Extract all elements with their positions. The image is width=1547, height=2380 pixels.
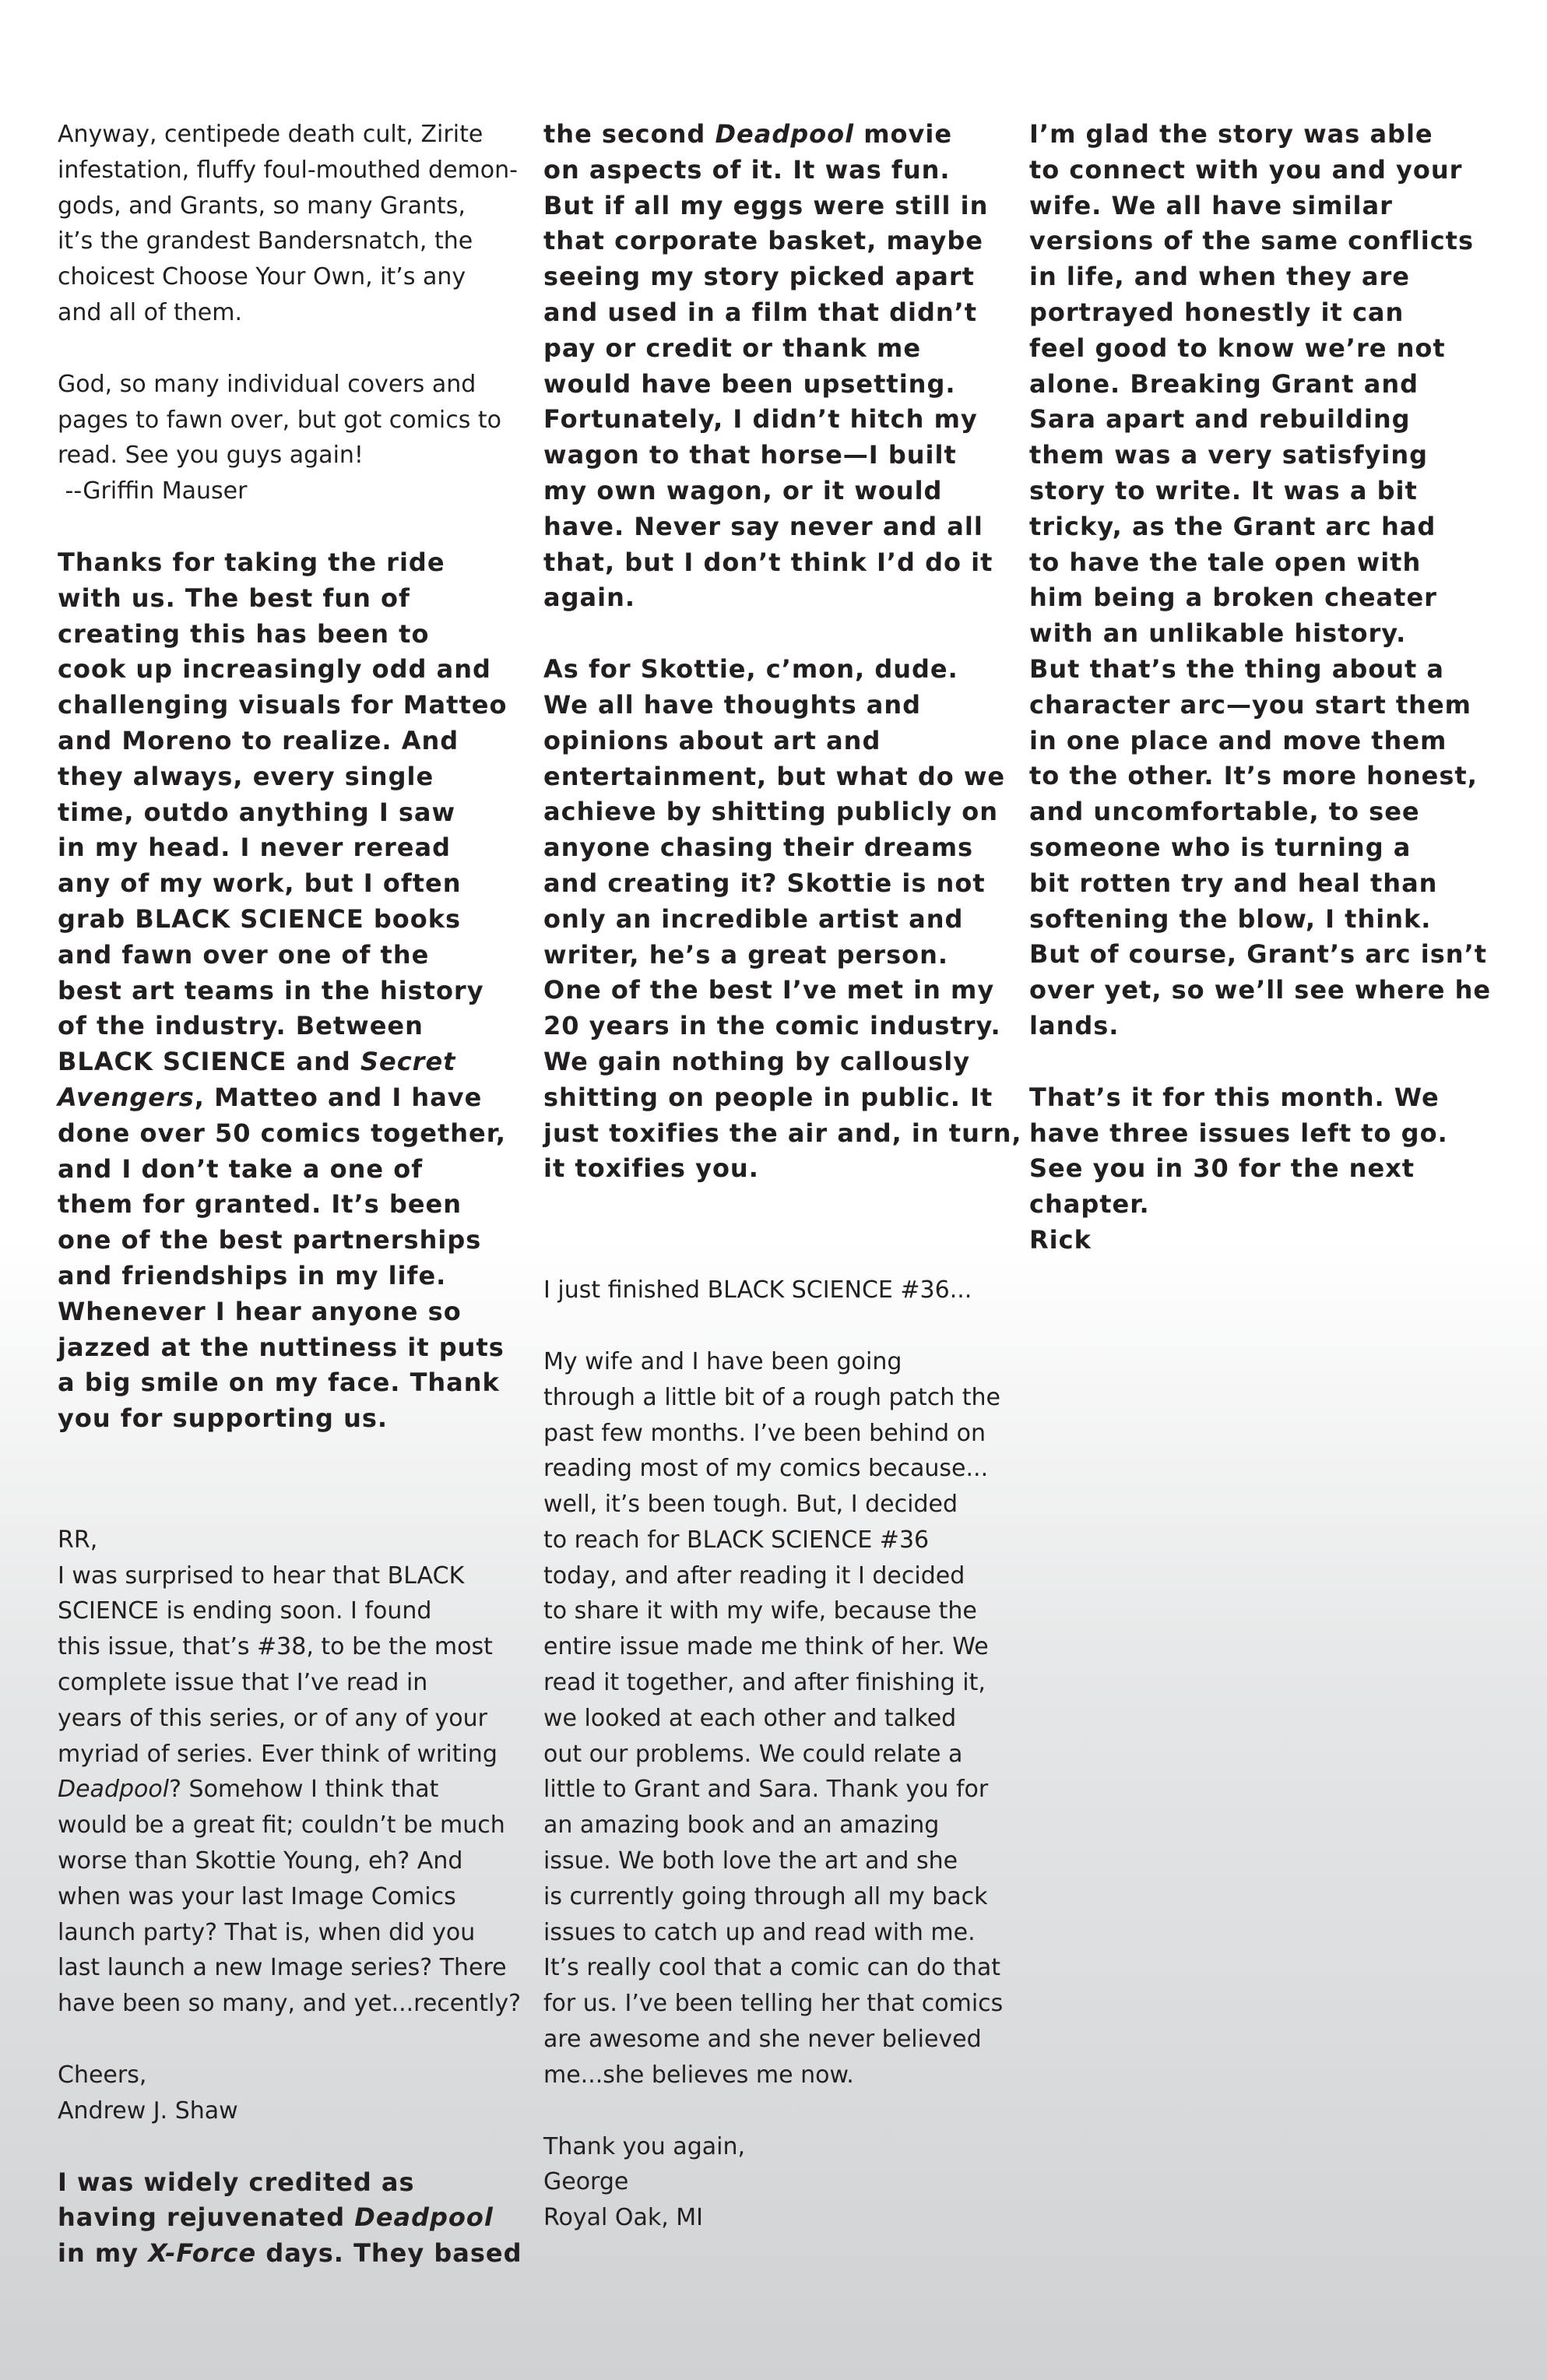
andrew-letter: RR, I was surprised to hear that BLACK SCIENCE is ending soon. I found this issue, that’s #38, to be the most complete issue that I’ve read in years of this series, or of any of your myriad of series. Ever think of writing Deadpool? Somehow I think that would be a great fit; couldn’t be much worse than Skottie Young, eh? And when was your last Image Comics launch party? That is, when did you last launch a new Image series? There have been so many, and yet...recently?: [58, 1523, 501, 2022]
reply-to-george: I’m glad the story was able to connect with you and your wife. We all have similar versions of the same conflicts in life, and when they are portrayed honestly it can feel good to know we’re not alone. Breaking Grant and Sara apart and rebuilding them was a very satisfying story to write. It was a bit tricky, as the Grant arc had to have the tale open with him being a broken cheater with an unlikable history. But that’s the thing about a character arc—you start them in one place and move them to the other. It’s more honest, and uncomfortable, to see someone who is turning a bit rotten try and heal than softening the blow, I think. But of course, Grant’s arc isn’t over yet, so we’ll see where he lands.: [1029, 119, 1492, 1040]
andrew-greeting: RR,: [58, 1526, 98, 1554]
reply-to-andrew-part-2: the second Deadpool movie on aspects of it. It was fun. But if all my eggs were still in that corporate basket, maybe seeing my story picked apart and used in a film that didn’t pay or credit or thank me would have been upsetting. Fortunately, I didn’t hitch my wagon to that horse—I built my own wagon, or it would have. Never say never and all that, but I don’t think I’d do it again.: [543, 119, 993, 613]
griffin-letter-para-2: God, so many individual covers and pages to fawn over, but got comics to read. See you guys again! --Griffin Mauser: [58, 367, 501, 509]
george-letter-opening: I just finished BLACK SCIENCE #36...: [543, 1276, 972, 1304]
reply-to-andrew-part-1: I was widely credited as having rejuvenated Deadpool in my X-Force days. They based: [58, 2167, 522, 2269]
column-3: [1029, 117, 1492, 1294]
reply-about-skottie: As for Skottie, c’mon, dude. We all have thoughts and opinions about art and entertainment, but what do we achieve by shitting publicly on anyone chasing their dreams and creating it? Skottie is not only an incredible artist and writer, he’s a great person. One of the best I’ve met in my 20 years in the comic industry. We gain nothing by callously shitting on people in public. It just toxifies the air and, in turn, it toxifies you.: [543, 654, 1022, 1184]
george-letter-body: My wife and I have been going through a little bit of a rough patch the past few months. I’ve been behind on reading most of my comics because... well, it’s been tough. But, I decided to reach for BLACK SCIENCE #36 today, and after reading it I decided to share it with my wife, because the entire issue made me think of her. We read it together, and after finishing it, we looked at each other and talked out our problems. We could relate a little to Grant and Sara. Thank you for an amazing book and an amazing issue. We both love the art and she is currently going through all my back issues to catch up and read with me. It’s really cool that a comic can do that for us. I’ve been telling her that comics are awesome and she never believed me...she believes me now.: [543, 1347, 1004, 2089]
column-2: [543, 117, 1022, 2272]
column-1: [58, 117, 522, 2308]
reply-to-griffin: Thanks for taking the ride with us. The best fun of creating this has been to cook up increasingly odd and challenging visuals for Matteo and Moreno to realize. And they always, every single time, outdo anything I saw in my head. I never reread any of my work, but I often grab BLACK SCIENCE books and fawn over one of the best art teams in the history of the industry. Between BLACK SCIENCE and Secret Avengers, Matteo and I have done over 50 comics together, and I don’t take a one of them for granted. It’s been one of the best partnerships and friendships in my life. Whenever I hear anyone so jazzed at the nuttiness it puts a big smile on my face. Thank you for supporting us.: [58, 547, 508, 1434]
closing-note: That’s it for this month. We have three issues left to go. See you in 30 for the next chapter. Rick: [1029, 1080, 1473, 1259]
andrew-signoff: Cheers, Andrew J. Shaw: [58, 2061, 238, 2125]
george-signoff: Thank you again, George Royal Oak, MI: [543, 2132, 745, 2232]
closing-signature: Rick: [1029, 1224, 1092, 1255]
griffin-letter-para-1: Anyway, centipede death cult, Zirite infestation, fluffy foul-mouthed demon- gods, and Grants, so many Grants, it’s the grandest Bandersnatch, the choicest Choose Your Own, it’s any and all of them.: [58, 121, 518, 326]
griffin-signature: --Griffin Mauser: [58, 477, 248, 505]
